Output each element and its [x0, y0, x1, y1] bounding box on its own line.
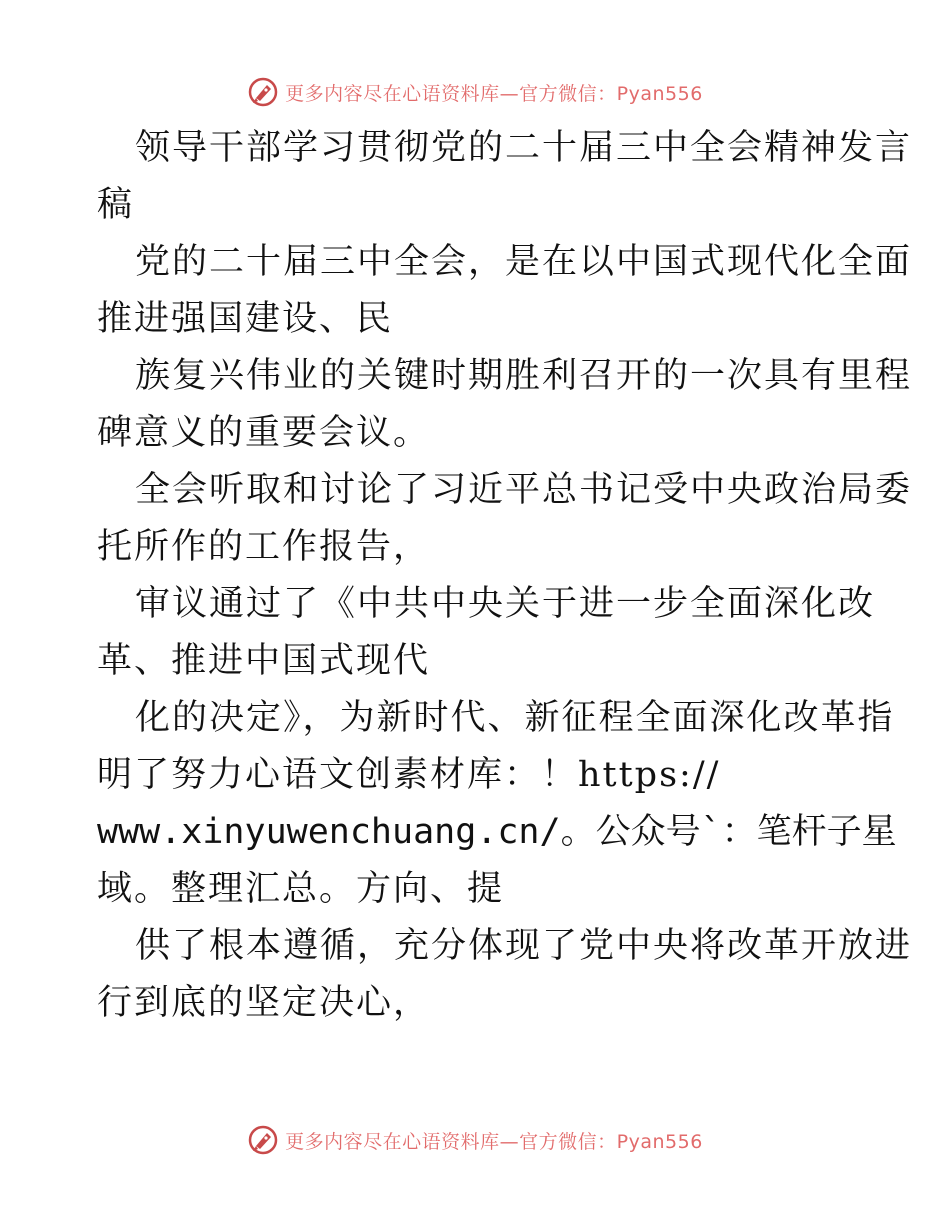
- document-body: [97, 120, 913, 1032]
- document-line: 稿: [97, 185, 135, 225]
- document-line: 党的二十届三中全会，是在以中国式现代化全面: [135, 242, 913, 282]
- document-line: 供了根本遵循，充分体现了党中央将改革开放进: [135, 926, 913, 966]
- document-line: 化的决定》，为新时代、新征程全面深化改革指: [135, 698, 895, 738]
- document-line: www.xinyuwenchuang.cn/。公众号`：笔杆子星: [97, 812, 897, 852]
- header-watermark: [0, 72, 950, 112]
- pen-nib-logo-icon: [247, 76, 279, 108]
- pen-nib-logo-icon: [247, 1124, 279, 1156]
- document-line: 推进强国建设、民: [97, 299, 394, 339]
- watermark-text: 更多内容尽在心语资料库—官方微信：Pyan556: [285, 82, 703, 105]
- document-line: 域。整理汇总。方向、提: [97, 869, 505, 909]
- document-line: 族复兴伟业的关键时期胜利召开的一次具有里程: [135, 356, 913, 396]
- document-line: 行到底的坚定决心，: [97, 983, 431, 1023]
- document-line: 革、推进中国式现代: [97, 641, 431, 681]
- document-line: 明了努力心语文创素材库：！https://: [97, 755, 721, 795]
- document-line: 全会听取和讨论了习近平总书记受中央政治局委: [135, 470, 913, 510]
- document-line: 领导干部学习贯彻党的二十届三中全会精神发言: [135, 128, 913, 168]
- footer-watermark: [0, 1120, 950, 1160]
- document-line: 碑意义的重要会议。: [97, 413, 431, 453]
- document-line: 托所作的工作报告，: [97, 527, 431, 567]
- document-line: 审议通过了《中共中央关于进一步全面深化改: [135, 584, 876, 624]
- watermark-text: 更多内容尽在心语资料库—官方微信：Pyan556: [285, 1130, 703, 1153]
